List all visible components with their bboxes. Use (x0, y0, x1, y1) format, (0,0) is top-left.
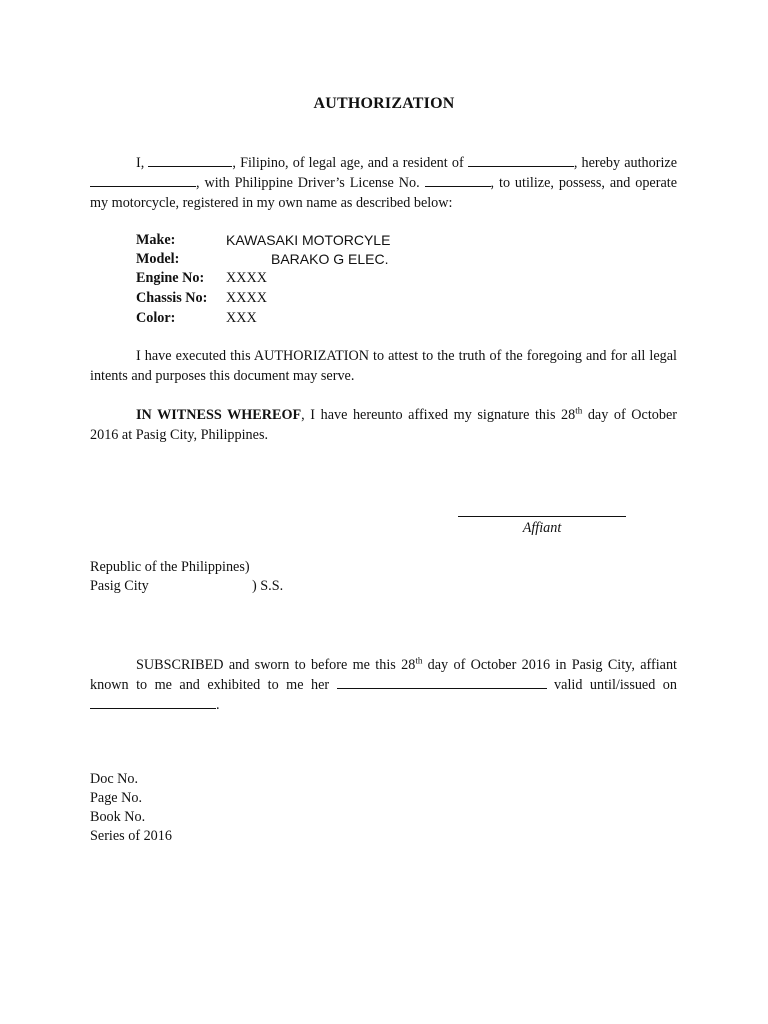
venue-country: Republic of the Philippines) (90, 559, 250, 575)
jurat-text-3: valid until/issued on (546, 677, 677, 693)
ordinal-suffix: th (575, 405, 583, 416)
attestation-paragraph: I have executed this AUTHORIZATION to attest to the truth of the foregoing and for all legal intents and purposes this document may serve. (90, 348, 677, 384)
signature-line (458, 516, 626, 517)
make-value: KAWASAKI MOTORCYLE (226, 232, 391, 248)
jurat-text-4: . (216, 697, 220, 713)
venue-ss: ) S.S. (252, 578, 284, 594)
affiant-label: Affiant (522, 520, 562, 536)
make-label: Make: (136, 232, 176, 248)
para1-text-1: I, (136, 155, 145, 171)
witness-text-2: day of October 2016 at Pasig City, Philippines. (90, 407, 677, 443)
issued-on-blank (90, 696, 216, 709)
page-no: Page No. (90, 790, 143, 806)
venue-city: Pasig City (90, 578, 149, 594)
residence-blank (468, 154, 574, 167)
engine-no-label: Engine No: (136, 270, 205, 286)
witness-paragraph (90, 405, 677, 445)
para1-text-3: , hereby authorize (573, 155, 678, 171)
jurat-paragraph (90, 655, 677, 715)
doc-no: Doc No. (90, 771, 139, 787)
chassis-no-value: XXXX (226, 290, 267, 306)
authorized-person-blank (90, 174, 196, 187)
id-blank (337, 676, 547, 689)
witness-text-1: , I have hereunto affixed my signature this 28 (301, 407, 576, 423)
model-label: Model: (136, 251, 180, 267)
witness-heading: IN WITNESS WHEREOF (136, 407, 302, 423)
jurat-text-2: day of October 2016 in Pasig City, affiant known to me and exhibited to me her (90, 657, 677, 693)
jurat-text-1: SUBSCRIBED and sworn to before me this 28 (136, 657, 416, 673)
color-label: Color: (136, 310, 176, 326)
book-no: Book No. (90, 809, 146, 825)
para1-text-5: , to utilize, possess, and operate my motorcycle, registered in my own name as described below: (90, 175, 677, 211)
chassis-no-label: Chassis No: (136, 290, 208, 306)
jurat-ordinal-suffix: th (415, 655, 423, 666)
color-value: XXX (226, 310, 257, 326)
engine-no-value: XXXX (226, 270, 267, 286)
series-year: Series of 2016 (90, 828, 172, 844)
para1-text-4: , with Philippine Driver’s License No. (196, 175, 420, 191)
para1-text-2: , Filipino, of legal age, and a resident of (232, 155, 464, 171)
authorization-paragraph (90, 153, 677, 213)
document-title: AUTHORIZATION (313, 95, 455, 112)
model-value: BARAKO G ELEC. (271, 251, 389, 267)
name-blank (148, 154, 232, 167)
license-no-blank (425, 174, 491, 187)
